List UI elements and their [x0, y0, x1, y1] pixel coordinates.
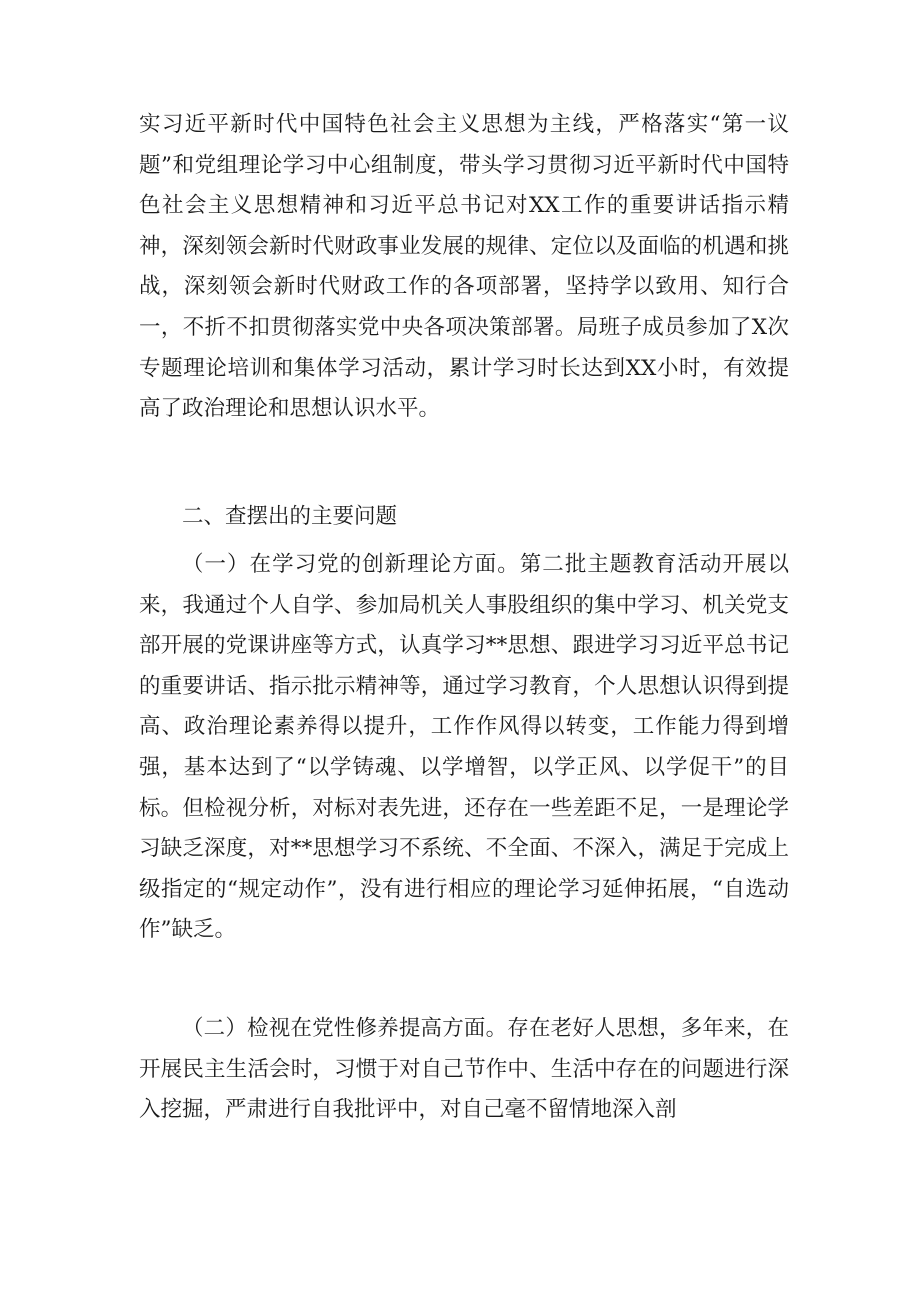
document-section-body [139, 545, 789, 951]
paragraph-theory-study: （一）在学习党的创新理论方面。第二批主题教育活动开展以来，我通过个人自学、参加局机关人事股组织的集中学习、机关党支部开展的党课讲座等方式，认真学习**思想、跟进学习习近平总书记的重要讲话、指示批示精神等，通过学习教育，个人思想认识得到提高、政治理论素养得以提升，工作作风得以转变，工作能力得到增强，基本达到了“以学铸魂、以学增智，以学正风、以学促干”的目标。但检视分析，对标对表先进，还存在一些差距不足，一是理论学习缺乏深度，对**思想学习不系统、不全面、不深入，满足于完成上级指定的“规定动作”，没有进行相应的理论学习延伸拓展，“自选动作”缺乏。 [139, 552, 789, 943]
document-section-body-2 [139, 1009, 789, 1131]
paragraph-party-spirit: （二）检视在党性修养提高方面。存在老好人思想，多年来，在开展民主生活会时，习惯于对自己节作中、生活中存在的问题进行深入挖掘，严肃进行自我批评中，对自己毫不留情地深入剖 [139, 1016, 789, 1123]
document-section [139, 497, 789, 538]
section-heading: 二、查摆出的主要问题 [182, 504, 398, 529]
paragraph-intro: 实习近平新时代中国特色社会主义思想为主线，严格落实“第一议题”和党组理论学习中心组制度，带头学习贯彻习近平新时代中国特色社会主义思想精神和习近平总书记对XX工作的重要讲话指示精神，深刻领会新时代财政事业发展的规律、定位以及面临的机遇和挑战，深刻领会新时代财政工作的各项部署，坚持学以致用、知行合一，不折不扣贯彻落实党中央各项决策部署。局班子成员参加了X次专题理论培训和集体学习活动，累计学习时长达到XX小时，有效提高了政治理论和思想认识水平。 [139, 112, 789, 422]
document-body [139, 105, 789, 430]
